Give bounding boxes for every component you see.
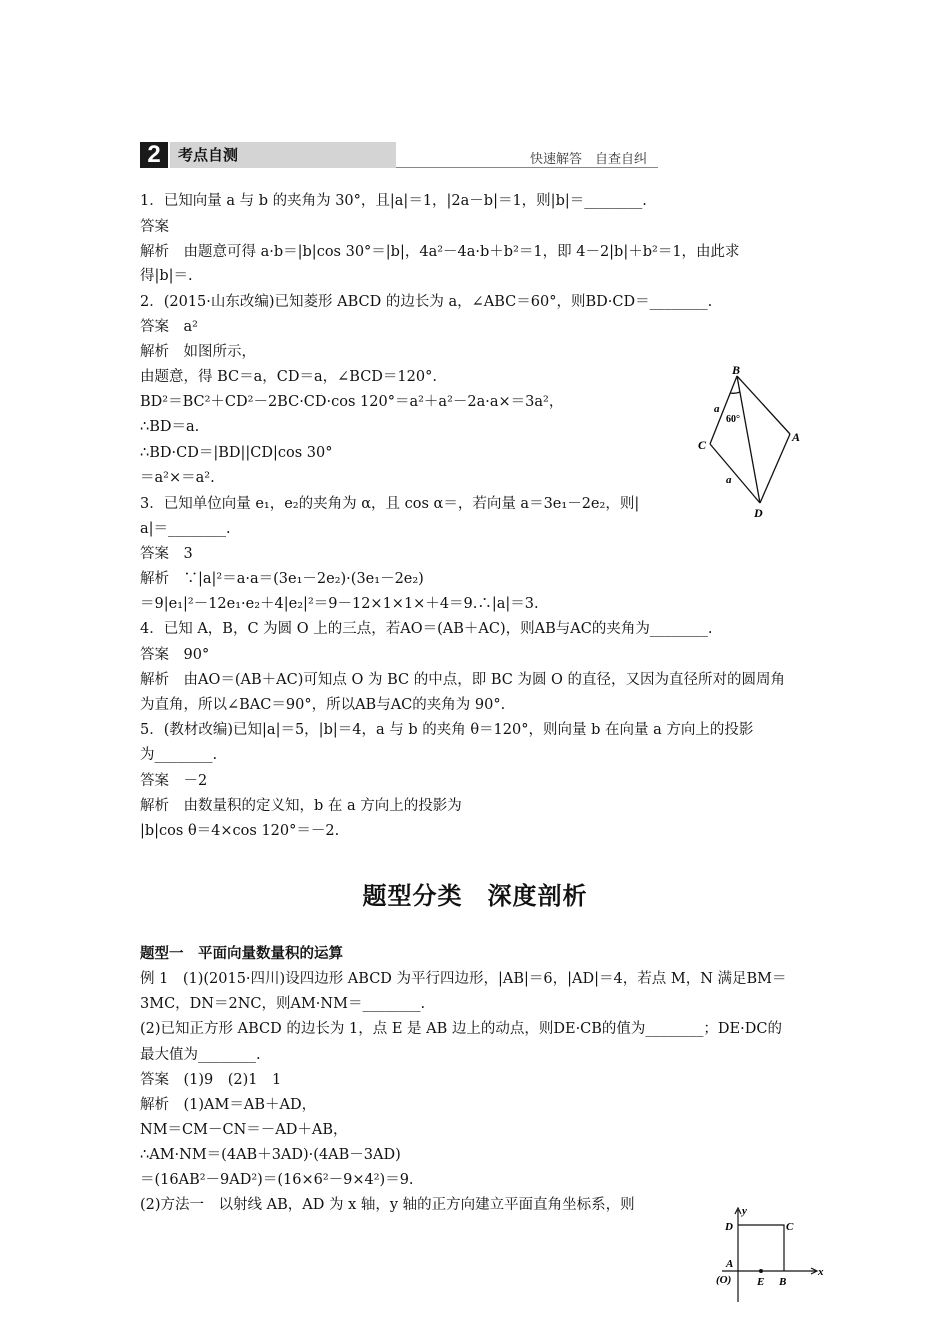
label-x: x bbox=[818, 1266, 824, 1278]
label-side-a: a bbox=[714, 403, 720, 415]
text-line: 答案 a² bbox=[140, 319, 198, 335]
text-line: ＝9|e₁|²－12e₁·e₂＋4|e₂|²＝9－12×1×1×＋4＝9.∴|a|＝3. bbox=[140, 596, 539, 612]
rhombus-figure bbox=[690, 362, 810, 522]
header-rule bbox=[396, 167, 658, 168]
text-line: a|＝________. bbox=[140, 521, 231, 537]
text-line: 答案 (1)9 (2)1 1 bbox=[140, 1072, 282, 1088]
text-line: ∴BD＝a. bbox=[140, 419, 200, 435]
text-line: ＝a²×＝a². bbox=[140, 470, 215, 486]
label-b: B bbox=[732, 363, 741, 377]
section-subtitle: 快速解答 自查自纠 bbox=[530, 152, 648, 167]
coordinate-figure bbox=[712, 1202, 832, 1307]
text-line: 4．已知 A，B，C 为圆 O 上的三点，若AO＝(AB＋AC)，则AB与AC的夹角为________. bbox=[140, 621, 713, 637]
label-c: C bbox=[698, 438, 707, 452]
text-line: 1．已知向量 a 与 b 的夹角为 30°，且|a|＝1，|2a－b|＝1，则|b|＝________. bbox=[140, 193, 647, 209]
label-angle: 60° bbox=[726, 414, 740, 425]
text-line: (2)方法一 以射线 AB，AD 为 x 轴，y 轴的正方向建立平面直角坐标系，则 bbox=[140, 1197, 635, 1213]
section-heading: 题型分类 深度剖析 bbox=[362, 882, 588, 910]
text-line: |b|cos θ＝4×cos 120°＝－2. bbox=[140, 823, 340, 839]
segment-ab bbox=[737, 376, 790, 434]
text-line: 由题意，得 BC＝a，CD＝a，∠BCD＝120°. bbox=[140, 369, 437, 385]
section-title: 考点自测 bbox=[170, 142, 396, 168]
label-side-a: a bbox=[726, 474, 732, 486]
text-line: (2)已知正方形 ABCD 的边长为 1，点 E 是 AB 边上的动点，则DE·CB的值为________；DE·DC的 bbox=[140, 1021, 782, 1037]
label-origin: (O) bbox=[716, 1274, 732, 1286]
text-line: ∴AM·NM＝(4AB＋3AD)·(4AB－3AD) bbox=[140, 1147, 401, 1163]
text-line: 解析 由AO＝(AB＋AC)可知点 O 为 BC 的中点，即 BC 为圆 O 的直径，又因为直径所对的圆周角 bbox=[140, 672, 786, 688]
point-e bbox=[759, 1269, 763, 1273]
text-line: 得|b|＝. bbox=[140, 268, 193, 284]
text-line: 答案 3 bbox=[140, 546, 193, 562]
text-line: 解析 如图所示， bbox=[140, 344, 256, 360]
text-line: 解析 (1)AM＝AB＋AD， bbox=[140, 1097, 317, 1113]
label-c: C bbox=[786, 1221, 794, 1233]
text-line: 3MC，DN＝2NC，则AM·NM＝________. bbox=[140, 996, 426, 1012]
text-line: 5．(教材改编)已知|a|＝5，|b|＝4，a 与 b 的夹角 θ＝120°，则向量 b 在向量 a 方向上的投影 bbox=[140, 722, 754, 738]
text-line: 3．已知单位向量 e₁，e₂的夹角为 α，且 cos α＝，若向量 a＝3e₁－2e₂，则| bbox=[140, 496, 640, 512]
text-line: 解析 ∵|a|²＝a·a＝(3e₁－2e₂)·(3e₁－2e₂) bbox=[140, 571, 424, 587]
text-line: 解析 由题意可得 a·b＝|b|cos 30°＝|b|，4a²－4a·b＋b²＝1，即 4－2|b|＋b²＝1，由此求 bbox=[140, 244, 740, 260]
square-sides bbox=[738, 1225, 784, 1271]
text-line: 解析 由数量积的定义知，b 在 a 方向上的投影为 bbox=[140, 798, 462, 814]
text-line: 为直角，所以∠BAC＝90°，所以AB与AC的夹角为 90°. bbox=[140, 697, 506, 713]
angle-arc bbox=[730, 392, 740, 393]
text-line: 例 1 (1)(2015·四川)设四边形 ABCD 为平行四边形，|AB|＝6，|AD|＝4，若点 M，N 满足BM＝ bbox=[140, 971, 787, 987]
label-e: E bbox=[757, 1276, 765, 1288]
text-line: ＝(16AB²－9AD²)＝(16×6²－9×4²)＝9. bbox=[140, 1172, 414, 1188]
text-line: NM＝CM－CN＝－AD＋AB， bbox=[140, 1122, 348, 1138]
label-y: y bbox=[742, 1205, 747, 1217]
label-d: D bbox=[725, 1221, 733, 1233]
text-line: 答案 －2 bbox=[140, 773, 208, 789]
label-d: D bbox=[754, 506, 763, 520]
label-a: A bbox=[726, 1258, 734, 1270]
section-number: 2 bbox=[140, 142, 168, 168]
segment-cd bbox=[710, 444, 760, 503]
text-line: 2．(2015·山东改编)已知菱形 ABCD 的边长为 a，∠ABC＝60°，则BD·CD＝________. bbox=[140, 294, 713, 310]
text-line: 为________. bbox=[140, 747, 218, 763]
text-line: ∴BD·CD＝|BD||CD|cos 30° bbox=[140, 445, 333, 461]
diagonal-bd bbox=[737, 376, 760, 503]
problem-type-heading: 题型一 平面向量数量积的运算 bbox=[140, 946, 343, 962]
text-line: 答案 90° bbox=[140, 647, 210, 663]
label-a: A bbox=[792, 430, 801, 444]
segment-da bbox=[760, 434, 790, 503]
text-line: BD²＝BC²＋CD²－2BC·CD·cos 120°＝a²＋a²－2a·a×＝3a²， bbox=[140, 394, 564, 410]
label-b: B bbox=[779, 1276, 787, 1288]
text-line: 答案 bbox=[140, 219, 169, 235]
text-line: 最大值为________. bbox=[140, 1047, 261, 1063]
section-header bbox=[140, 141, 648, 170]
